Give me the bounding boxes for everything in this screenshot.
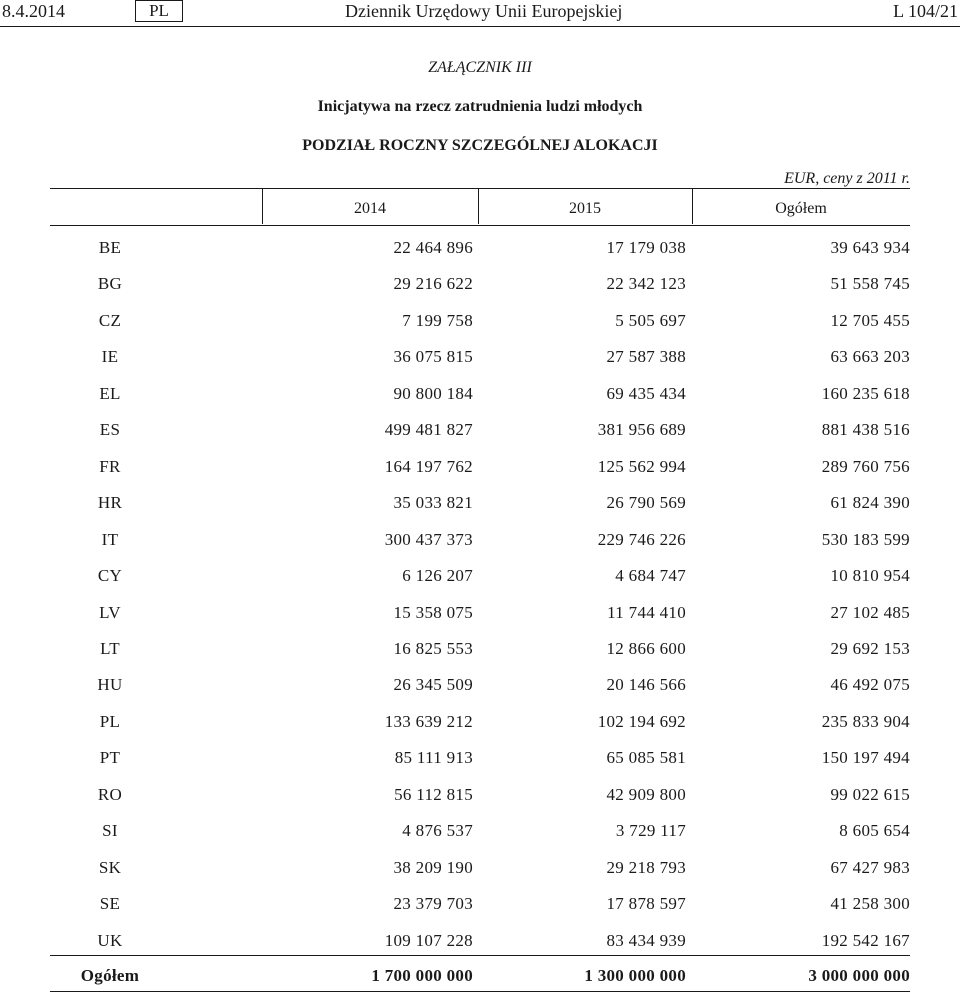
table-row <box>50 337 910 373</box>
country-code: IT <box>101 529 119 549</box>
table-row <box>50 665 910 701</box>
value-total: 10 810 954 <box>830 566 910 586</box>
table-row <box>50 775 910 811</box>
value-total: 530 183 599 <box>821 529 910 549</box>
table-row <box>50 264 910 300</box>
table-row <box>50 410 910 446</box>
country-code: HR <box>97 493 123 513</box>
value-2014: 6 126 207 <box>402 566 473 586</box>
table-row <box>50 520 910 556</box>
value-total: 63 663 203 <box>830 347 910 367</box>
language-badge: PL <box>135 0 183 22</box>
header-bottom-border <box>50 225 910 226</box>
total-label: Ogółem <box>80 966 140 985</box>
annex-label: ZAŁĄCZNIK III <box>428 59 532 76</box>
value-2015: 229 746 226 <box>597 529 686 549</box>
country-code: PL <box>99 711 121 731</box>
value-2015: 11 744 410 <box>607 602 686 622</box>
value-2015: 29 218 793 <box>606 857 686 877</box>
value-2014: 90 800 184 <box>393 383 473 403</box>
value-2014: 300 437 373 <box>384 529 473 549</box>
table-row <box>50 374 910 410</box>
value-2014: 36 075 815 <box>393 347 473 367</box>
value-2015: 69 435 434 <box>606 383 686 403</box>
value-2015: 5 505 697 <box>615 310 686 330</box>
value-total: 61 824 390 <box>830 493 910 513</box>
country-code: EL <box>99 383 121 403</box>
value-total: 51 558 745 <box>830 274 910 294</box>
column-header-total: Ogółem <box>775 200 827 217</box>
value-2015: 20 146 566 <box>606 675 686 695</box>
value-2015: 4 684 747 <box>615 566 686 586</box>
country-code: LV <box>99 602 121 622</box>
table-row <box>50 556 910 592</box>
value-2014: 35 033 821 <box>393 493 473 513</box>
table-row <box>50 629 910 665</box>
document-subtitle: PODZIAŁ ROCZNY SZCZEGÓLNEJ ALOKACJI <box>302 137 658 154</box>
value-2015: 3 729 117 <box>615 821 686 841</box>
page-reference: L 104/21 <box>893 1 958 21</box>
value-2014: 23 379 703 <box>393 894 473 914</box>
value-total: 99 022 615 <box>830 784 910 804</box>
value-2015: 102 194 692 <box>597 711 686 731</box>
value-total: 160 235 618 <box>821 383 910 403</box>
table-row <box>50 228 910 264</box>
table-row <box>50 702 910 738</box>
publication-date: 8.4.2014 <box>2 1 65 21</box>
value-2014: 16 825 553 <box>393 638 473 658</box>
country-code: UK <box>97 930 123 950</box>
column-header-2015: 2015 <box>569 200 601 217</box>
country-code: BG <box>97 274 123 294</box>
value-2015: 22 342 123 <box>606 274 686 294</box>
total-2015: 1 300 000 000 <box>584 966 686 985</box>
value-2015: 27 587 388 <box>606 347 686 367</box>
value-2015: 65 085 581 <box>606 748 686 768</box>
table-top-border <box>50 188 910 189</box>
country-code: CY <box>97 566 123 586</box>
value-2014: 38 209 190 <box>393 857 473 877</box>
value-2015: 17 179 038 <box>606 238 686 257</box>
country-code: LT <box>100 638 120 658</box>
country-code: CZ <box>98 310 122 330</box>
value-total: 67 427 983 <box>830 857 910 877</box>
table-row <box>50 593 910 629</box>
value-2014: 56 112 815 <box>394 784 473 804</box>
value-2015: 381 956 689 <box>597 420 686 440</box>
country-code: RO <box>97 784 123 804</box>
value-2014: 133 639 212 <box>384 711 473 731</box>
value-total: 41 258 300 <box>830 894 910 914</box>
value-total: 29 692 153 <box>830 638 910 658</box>
value-2014: 15 358 075 <box>393 602 473 622</box>
country-code: IE <box>101 347 119 367</box>
value-total: 8 605 654 <box>839 821 910 841</box>
value-2015: 17 878 597 <box>606 894 686 914</box>
country-code: SK <box>98 857 122 877</box>
value-2015: 42 909 800 <box>606 784 686 804</box>
journal-title: Dziennik Urzędowy Unii Europejskiej <box>345 1 623 21</box>
value-total: 289 760 756 <box>821 456 910 476</box>
value-2015: 83 434 939 <box>606 930 686 950</box>
value-2014: 85 111 913 <box>394 748 473 768</box>
table-row <box>50 848 910 884</box>
country-code: PT <box>99 748 121 768</box>
value-2015: 12 866 600 <box>606 638 686 658</box>
table-row <box>50 884 910 920</box>
value-2014: 7 199 758 <box>402 310 473 330</box>
value-total: 881 438 516 <box>821 420 910 440</box>
grand-total: 3 000 000 000 <box>808 966 910 985</box>
table-row <box>50 811 910 847</box>
table-row <box>50 447 910 483</box>
value-2014: 109 107 228 <box>384 930 473 950</box>
country-code: SI <box>102 821 118 841</box>
document-title: Inicjatywa na rzecz zatrudnienia ludzi młodych <box>317 98 643 115</box>
unit-note: EUR, ceny z 2011 r. <box>784 170 910 187</box>
value-2014: 164 197 762 <box>384 456 473 476</box>
table-row <box>50 483 910 519</box>
total-row <box>50 956 910 992</box>
journal-header <box>0 0 960 26</box>
country-code: SE <box>99 894 121 914</box>
table-row <box>50 301 910 337</box>
value-2014: 22 464 896 <box>393 238 473 257</box>
column-header-2014: 2014 <box>354 200 386 217</box>
country-code: ES <box>99 420 121 440</box>
value-2014: 499 481 827 <box>384 420 473 440</box>
table-bottom-border <box>50 991 910 992</box>
table-row <box>50 738 910 774</box>
value-total: 46 492 075 <box>830 675 910 695</box>
value-total: 27 102 485 <box>830 602 910 622</box>
value-total: 192 542 167 <box>821 930 910 950</box>
header-divider <box>0 26 960 27</box>
value-2014: 4 876 537 <box>402 821 473 841</box>
value-2014: 26 345 509 <box>393 675 473 695</box>
value-2015: 125 562 994 <box>597 456 686 476</box>
value-total: 235 833 904 <box>821 711 910 731</box>
value-total: 150 197 494 <box>821 748 910 768</box>
table-row <box>50 921 910 957</box>
value-2015: 26 790 569 <box>606 493 686 513</box>
country-code: HU <box>97 675 123 695</box>
value-total: 12 705 455 <box>830 310 910 330</box>
value-2014: 29 216 622 <box>393 274 473 294</box>
country-code: BE <box>98 238 122 257</box>
value-total: 39 643 934 <box>830 238 910 257</box>
total-2014: 1 700 000 000 <box>371 966 473 985</box>
country-code: FR <box>99 456 121 476</box>
